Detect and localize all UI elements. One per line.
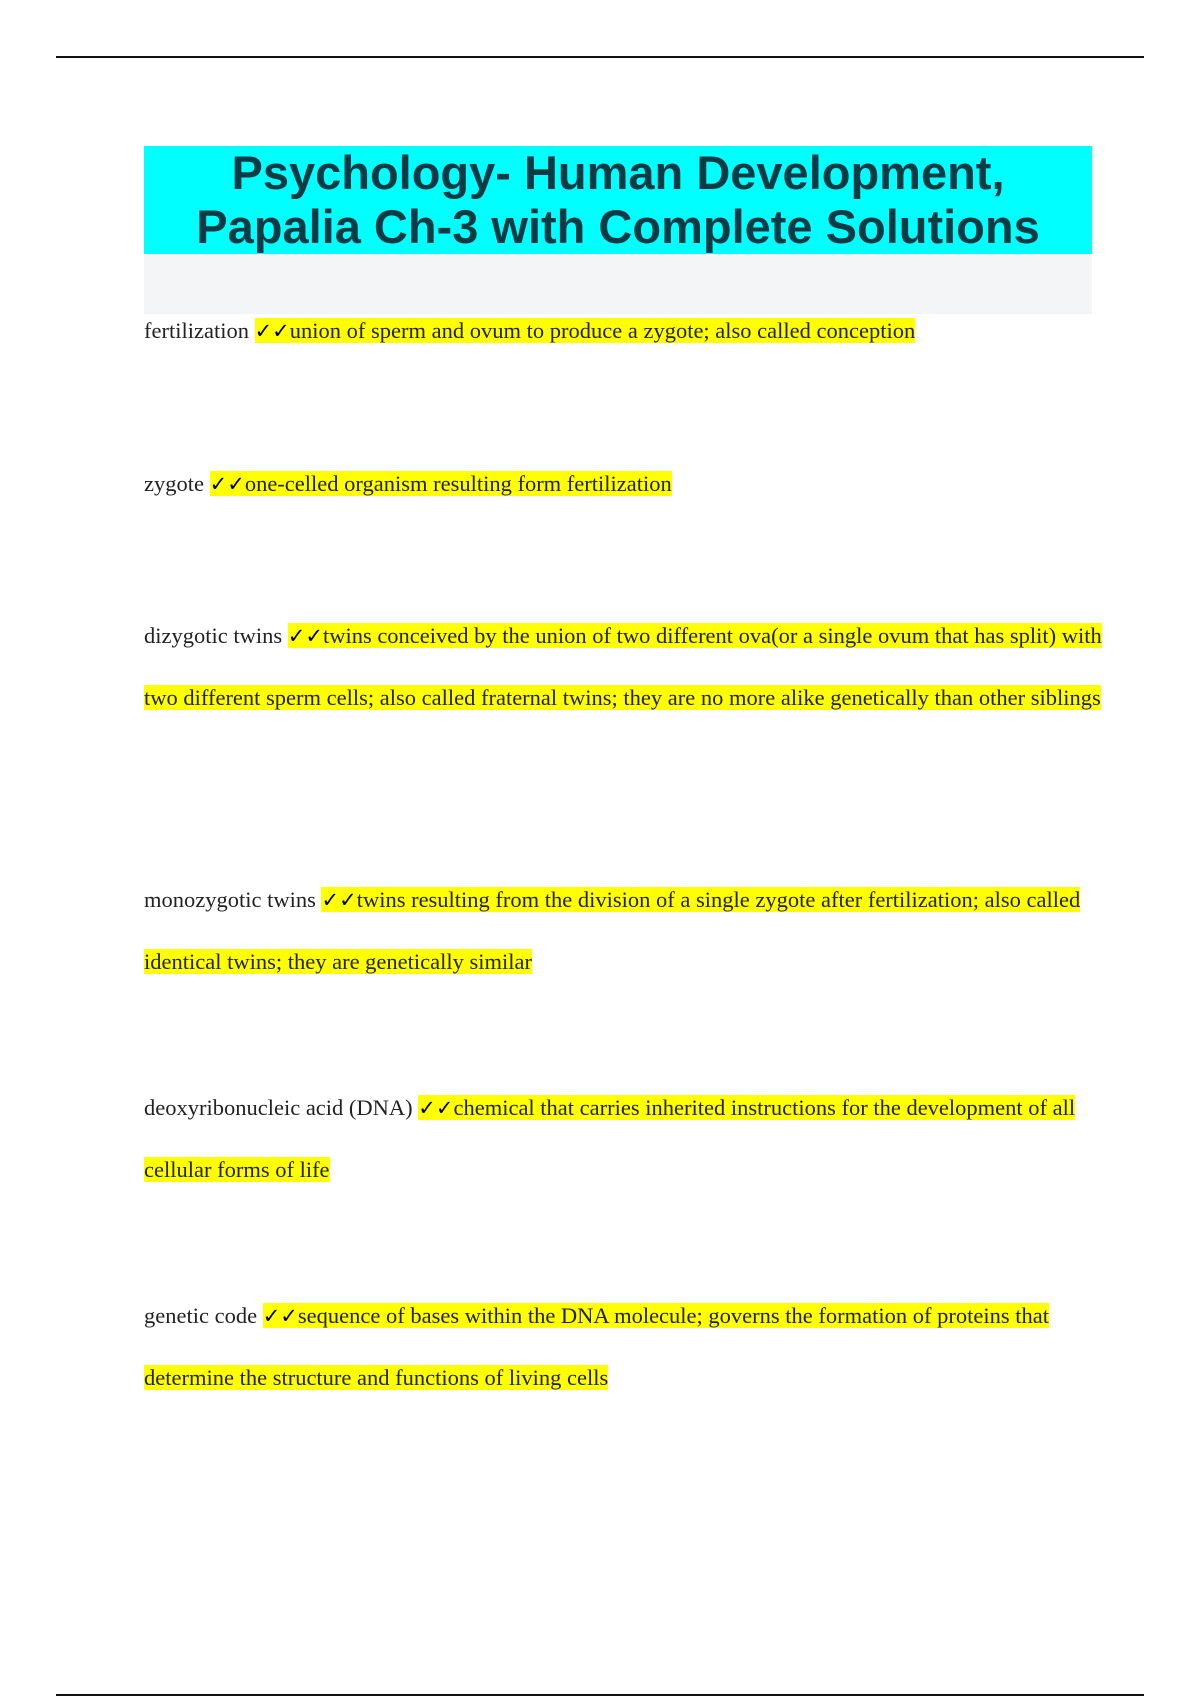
definition: twins resulting from the division of a single zygote after fertilization; also called identical twins; they are genetically similar [144, 887, 1081, 974]
definition: union of sperm and ovum to produce a zygote; also called conception [289, 318, 916, 343]
title-line-2: Papalia Ch-3 with Complete Solutions [192, 200, 1043, 253]
double-check-icon: ✓✓ [287, 624, 323, 648]
term: monozygotic twins [144, 887, 316, 912]
list-item [144, 453, 1104, 515]
definition: sequence of bases within the DNA molecule; governs the formation of proteins that determine the structure and functions of living cells [144, 1303, 1049, 1390]
definition: chemical that carries inherited instructions for the development of all cellular forms of life [144, 1095, 1076, 1182]
list-item [144, 300, 1104, 362]
top-rule [56, 56, 1144, 58]
double-check-icon: ✓✓ [262, 1304, 298, 1328]
list-item [144, 869, 1104, 992]
double-check-icon: ✓✓ [418, 1096, 454, 1120]
list-item [144, 605, 1104, 728]
definition: twins conceived by the union of two different ova(or a single ovum that has split) with two different sperm cells; also called fraternal twins; they are no more alike genetically than other siblings [144, 623, 1102, 710]
title-box [144, 146, 1092, 314]
bottom-rule [56, 1694, 1144, 1696]
double-check-icon: ✓✓ [321, 888, 357, 912]
title-line-1: Psychology- Human Development, [227, 146, 1008, 199]
list-item [144, 1285, 1104, 1408]
double-check-icon: ✓✓ [254, 319, 290, 343]
term: genetic code [144, 1303, 258, 1328]
term: dizygotic twins [144, 623, 283, 648]
definition: one-celled organism resulting form fertilization [244, 471, 672, 496]
page-title [144, 146, 1092, 254]
list-item [144, 1077, 1104, 1200]
term: fertilization [144, 318, 249, 343]
term: deoxyribonucleic acid (DNA) [144, 1095, 413, 1120]
term: zygote [144, 471, 204, 496]
double-check-icon: ✓✓ [209, 472, 245, 496]
